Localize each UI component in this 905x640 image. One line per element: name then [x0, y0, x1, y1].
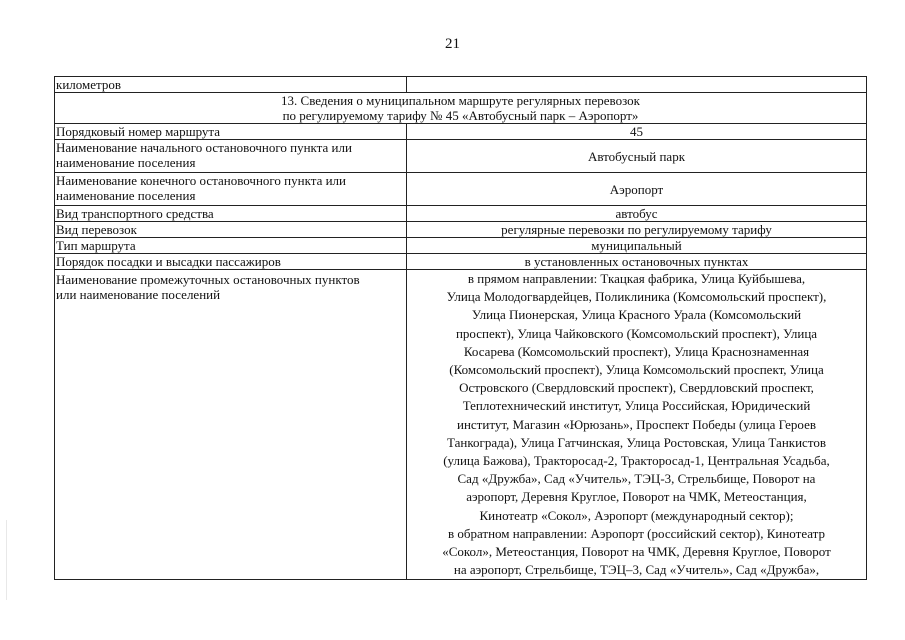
stops-text-line: (Комсомольский проспект), Улица Комсомольский проспект, Улица: [449, 362, 824, 378]
row-label-end-stop: [55, 173, 407, 206]
stops-text-line: Танкограда), Улица Гатчинская, Улица Ростовская, Улица Танкистов: [447, 434, 826, 450]
row-label-route-number: Порядковый номер маршрута: [55, 124, 407, 140]
table-row: [55, 222, 867, 238]
row-label-transport-kind: Вид перевозок: [55, 222, 407, 238]
section-heading-row: [55, 93, 867, 124]
prev-row-label: километров: [55, 77, 407, 93]
row-label-intermediate-stops-line-1: Наименование промежуточных остановочных пунктов: [56, 272, 360, 287]
stops-text-line: (улица Бажова), Тракторосад-2, Тракторосад-1, Центральная Усадьба,: [443, 453, 830, 469]
section-heading: [55, 93, 867, 124]
stops-text-line: в обратном направлении: Аэропорт (российский сектор), Кинотеатр: [447, 525, 826, 541]
stops-text-line: институт, Магазин «Юрюзань», Проспект Победы (улица Героев: [457, 416, 816, 432]
table-row: [55, 140, 867, 173]
stops-text-line: проспект), Улица Чайковского (Комсомольский проспект), Улица: [455, 325, 818, 341]
row-label-end-stop-line-2: наименование поселения: [56, 188, 196, 203]
row-label-route-type: Тип маршрута: [55, 238, 407, 254]
row-label-start-stop-line-1: Наименование начального остановочного пункта или: [56, 140, 352, 155]
table-row: [55, 173, 867, 206]
stops-text-line: Островского (Свердловский проспект), Свердловский проспект,: [459, 380, 814, 396]
prev-row-value: [407, 77, 867, 93]
row-label-vehicle-type: Вид транспортного средства: [55, 206, 407, 222]
row-value-vehicle-type: автобус: [407, 206, 867, 222]
table-row: [55, 270, 867, 580]
section-heading-line-2: по регулируемому тарифу № 45 «Автобусный парк – Аэропорт»: [282, 108, 639, 123]
stops-text-line: Сад «Дружба», Сад «Учитель», ТЭЦ-3, Стрельбище, Поворот на: [457, 471, 816, 487]
table-row: [55, 124, 867, 140]
row-label-boarding-order: Порядок посадки и высадки пассажиров: [55, 254, 407, 270]
row-label-start-stop: [55, 140, 407, 173]
stops-text-line: в прямом направлении: Ткацкая фабрика, Улица Куйбышева,: [467, 271, 806, 286]
stops-text-line: Теплотехнический институт, Улица Российская, Юридический: [462, 398, 811, 414]
row-value-start-stop: Автобусный парк: [407, 140, 867, 173]
row-label-end-stop-line-1: Наименование конечного остановочного пункта или: [56, 173, 346, 188]
stops-text-line: Улица Пионерская, Улица Красного Урала (Комсомольский: [471, 307, 802, 323]
table-row: [55, 254, 867, 270]
row-value-end-stop: Аэропорт: [407, 173, 867, 206]
table-row: [55, 77, 867, 93]
row-label-start-stop-line-2: наименование поселения: [56, 155, 196, 170]
row-value-route-number: 45: [407, 124, 867, 140]
row-value-route-type: муниципальный: [407, 238, 867, 254]
stops-text-line: на аэропорт, Стрельбище, ТЭЦ–3, Сад «Учитель», Сад «Дружба»,: [453, 562, 820, 578]
page-number: 21: [445, 36, 460, 52]
table-row: [55, 238, 867, 254]
row-label-intermediate-stops: [55, 270, 407, 580]
section-heading-line-1: 13. Сведения о муниципальном маршруте регулярных перевозок: [281, 93, 640, 108]
stops-text-line: Кинотеатр «Сокол», Аэропорт (международный сектор);: [479, 507, 794, 523]
row-value-boarding-order: в установленных остановочных пунктах: [407, 254, 867, 270]
stops-text-line: Косарева (Комсомольский проспект), Улица Краснознаменная: [463, 343, 810, 359]
row-value-intermediate-stops: [407, 270, 867, 580]
stops-text-line: Улица Молодогвардейцев, Поликлиника (Комсомольский проспект),: [446, 289, 827, 305]
scan-edge-mark: [6, 520, 7, 600]
stops-text-line: аэропорт, Деревня Круглое, Поворот на ЧМК, Метеостанция,: [466, 489, 807, 505]
route-info-table: [54, 76, 867, 580]
row-label-intermediate-stops-line-2: или наименование поселений: [56, 287, 221, 302]
stops-text-line: «Сокол», Метеостанция, Поворот на ЧМК, Деревня Круглое, Поворот: [442, 544, 831, 560]
row-value-transport-kind: регулярные перевозки по регулируемому тарифу: [407, 222, 867, 238]
table-row: [55, 206, 867, 222]
